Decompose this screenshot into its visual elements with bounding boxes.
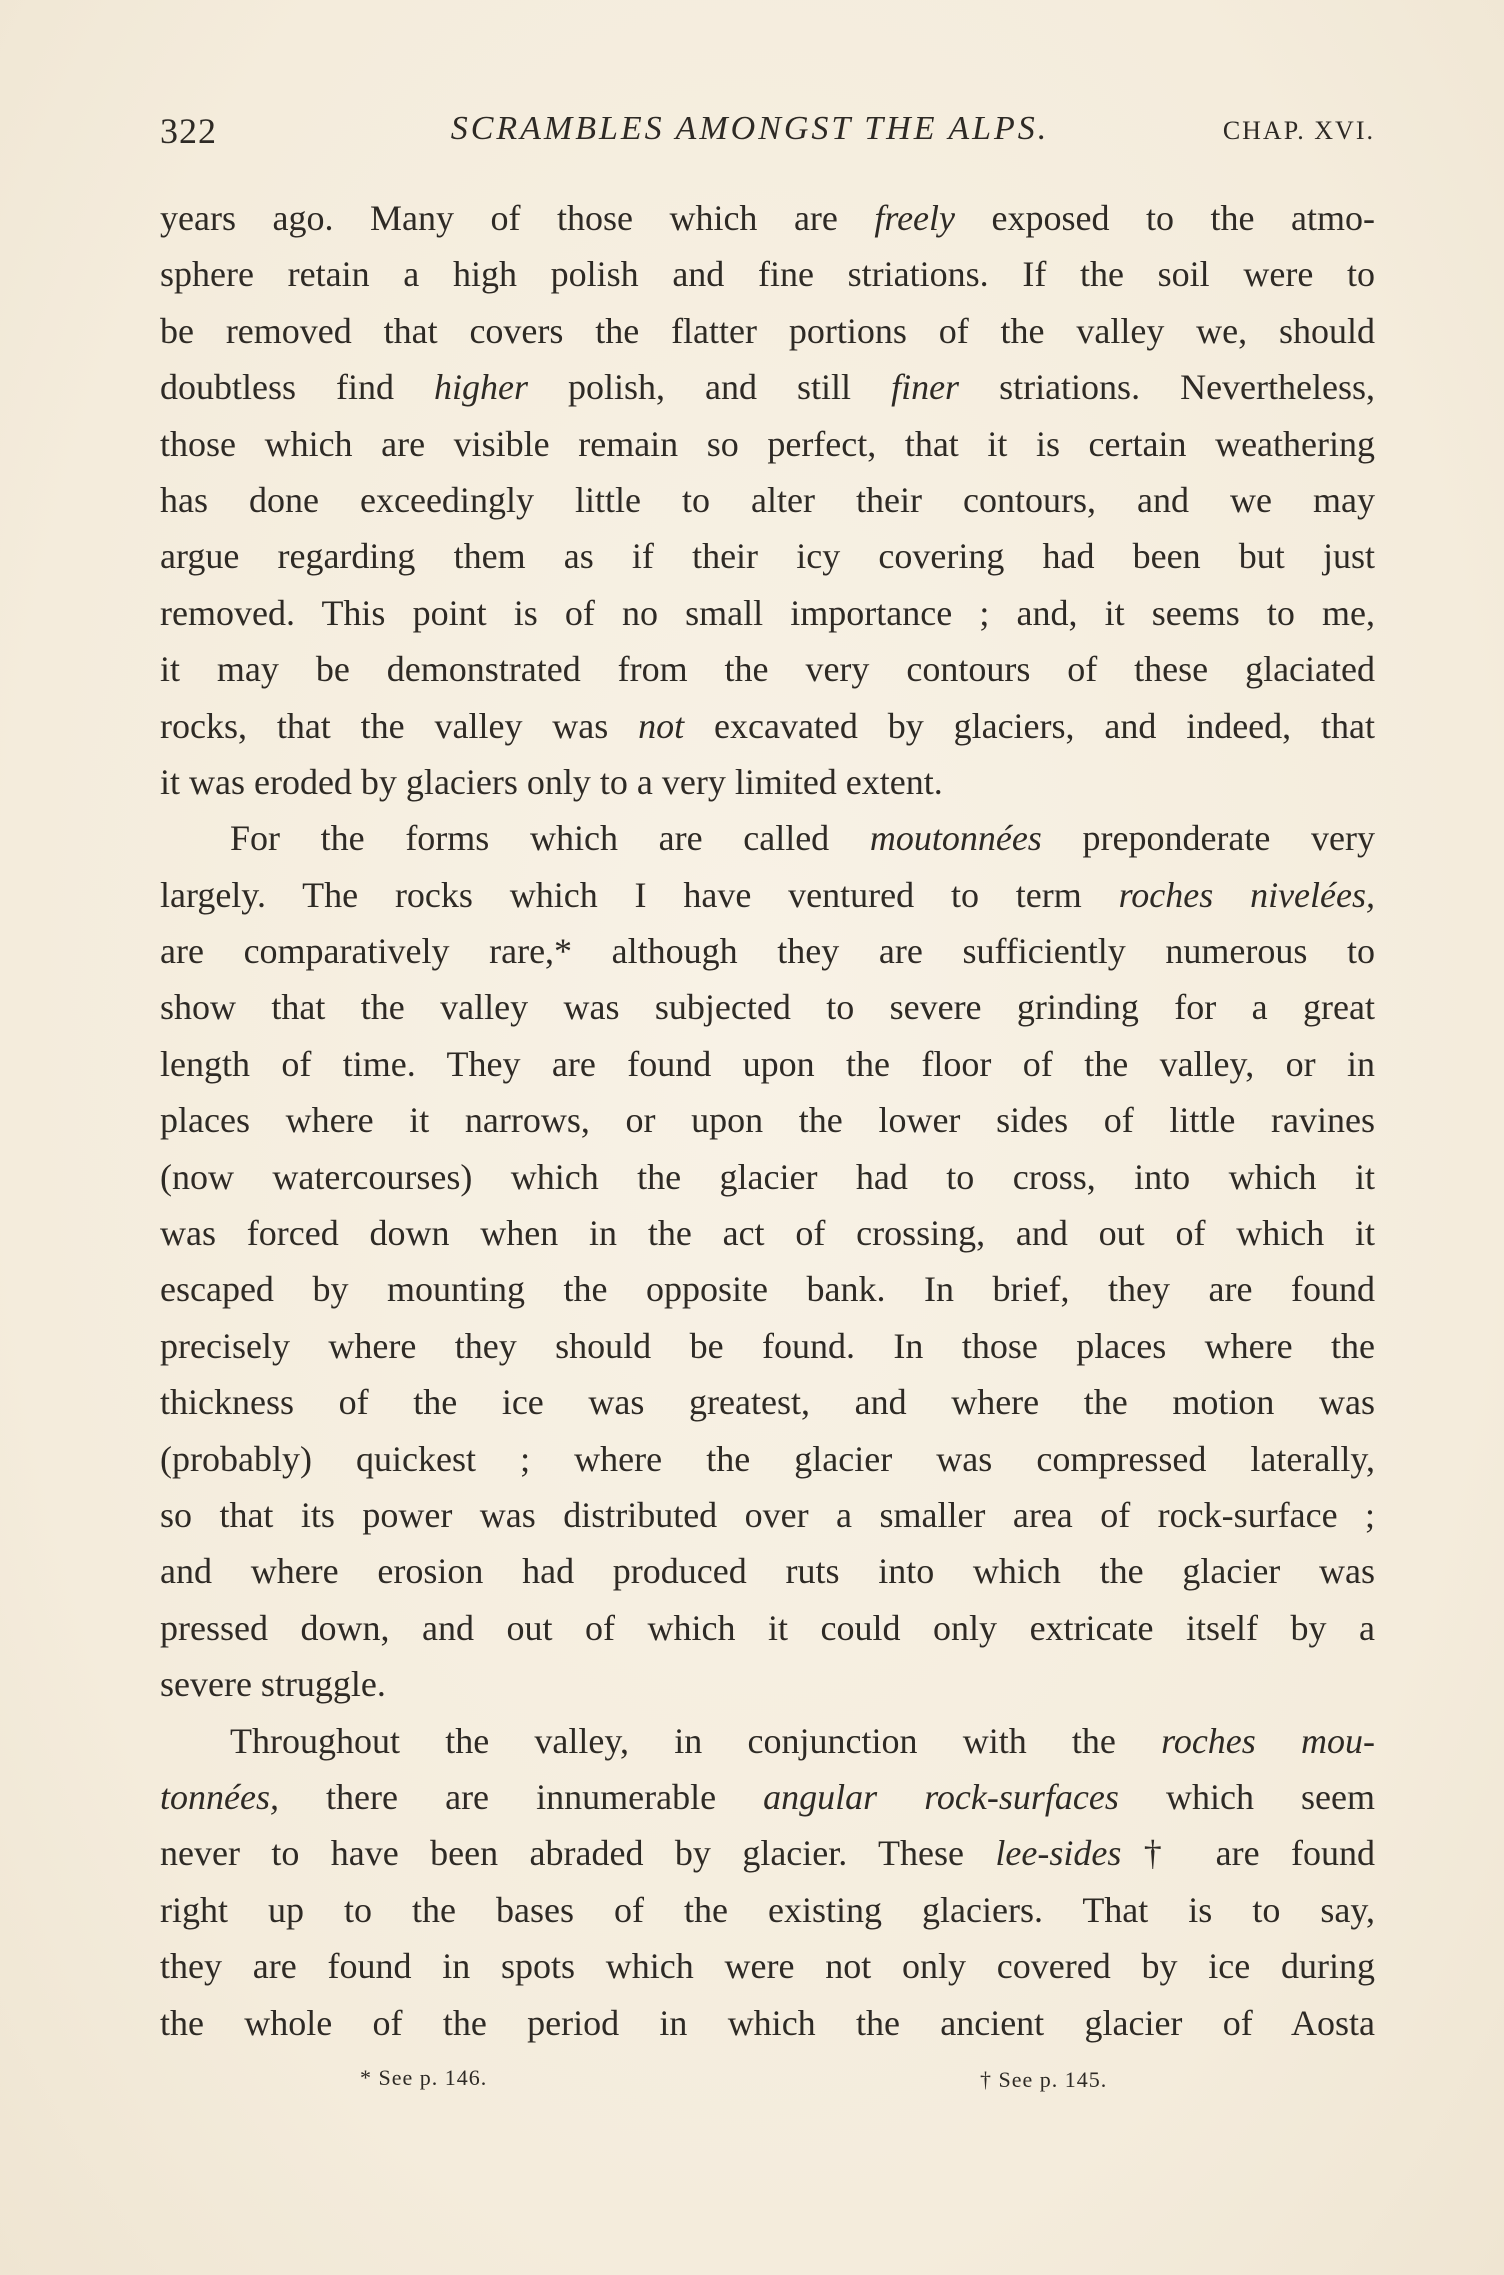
text-line: are comparatively rare,* although they are sufficiently numerous to xyxy=(160,931,1375,972)
running-head: SCRAMBLES AMONGST THE ALPS. xyxy=(450,110,1050,147)
page-number: 322 xyxy=(160,111,217,151)
text-line: largely. The rocks which I have ventured to term roches nivelées, xyxy=(160,874,1375,915)
text-line: (now watercourses) which the glacier had to cross, into which it xyxy=(160,1156,1375,1197)
text-line: they are found in spots which were not only covered by ice during xyxy=(160,1946,1375,1987)
text-line: sphere retain a high polish and fine striations. If the soil were to xyxy=(160,254,1375,295)
footnote-2: † See p. 145. xyxy=(980,2067,1108,2092)
text-line: show that the valley was subjected to severe grinding for a great xyxy=(160,987,1375,1028)
text-line: it may be demonstrated from the very contours of these glaciated xyxy=(160,649,1375,690)
text-line: length of time. They are found upon the floor of the valley, or in xyxy=(160,1043,1375,1084)
text-line: doubtless find higher polish, and still finer striations. Nevertheless, xyxy=(160,367,1375,408)
text-line: severe struggle. xyxy=(160,1664,386,1705)
text-line: pressed down, and out of which it could only extricate itself by a xyxy=(160,1607,1375,1648)
footnote-1: * See p. 146. xyxy=(360,2065,488,2090)
text-line: tonnées, there are innumerable angular rock-surfaces which seem xyxy=(160,1776,1376,1817)
text-line: the whole of the period in which the ancient glacier of Aosta xyxy=(160,2002,1375,2043)
text-line: has done exceedingly little to alter their contours, and we may xyxy=(160,479,1375,520)
text-line: was forced down when in the act of crossing, and out of which it xyxy=(160,1213,1375,1254)
text-line: argue regarding them as if their icy covering had been but just xyxy=(160,536,1375,577)
text-line: rocks, that the valley was not excavated by glaciers, and indeed, that xyxy=(160,705,1375,746)
text-line: precisely where they should be found. In those places where the xyxy=(160,1325,1375,1366)
text-line: For the forms which are called moutonnées preponderate very xyxy=(230,818,1376,859)
text-line: never to have been abraded by glacier. These lee-sides† are found xyxy=(160,1833,1375,1874)
chapter-label: CHAP. XVI. xyxy=(1222,116,1375,145)
text-line: (probably) quickest ; where the glacier was compressed laterally, xyxy=(160,1438,1375,1479)
text-line: those which are visible remain so perfect, that it is certain weathering xyxy=(160,423,1375,464)
text-line: it was eroded by glaciers only to a very limited extent. xyxy=(160,761,943,802)
text-line: places where it narrows, or upon the lower sides of little ravines xyxy=(160,1100,1375,1141)
text-line: thickness of the ice was greatest, and where the motion was xyxy=(160,1382,1375,1423)
page-header xyxy=(160,110,1375,160)
text-line: escaped by mounting the opposite bank. In brief, they are found xyxy=(160,1269,1375,1310)
text-line: right up to the bases of the existing glaciers. That is to say, xyxy=(160,1889,1375,1930)
text-line: so that its power was distributed over a smaller area of rock-surface ; xyxy=(160,1494,1375,1535)
text-line: and where erosion had produced ruts into which the glacier was xyxy=(160,1551,1375,1592)
text-line: Throughout the valley, in conjunction with the roches mou- xyxy=(230,1720,1375,1761)
text-line: removed. This point is of no small importance ; and, it seems to me, xyxy=(160,592,1375,633)
text-line: be removed that covers the flatter portions of the valley we, should xyxy=(160,310,1375,351)
footnotes xyxy=(0,2065,1504,2105)
body-text xyxy=(160,190,1375,2051)
text-line: years ago. Many of those which are freely exposed to the atmo- xyxy=(160,198,1375,238)
